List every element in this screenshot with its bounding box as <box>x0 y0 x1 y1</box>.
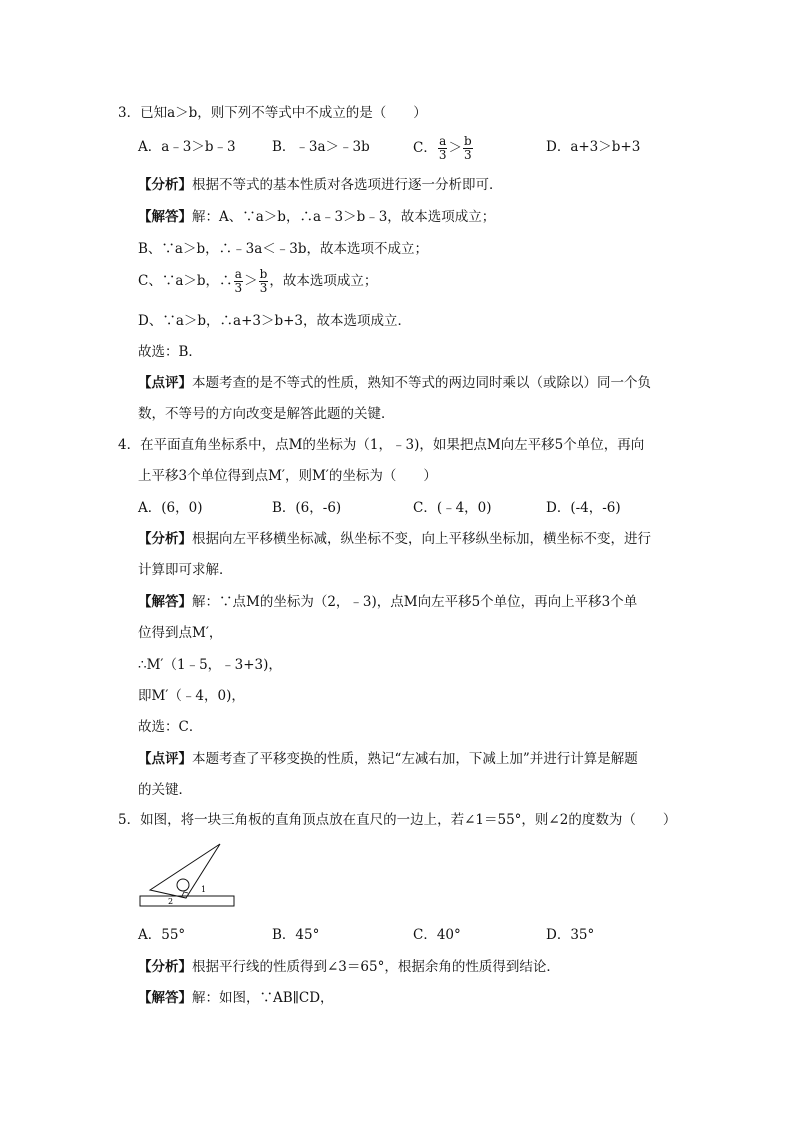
fraction-denominator: 3 <box>464 148 472 162</box>
fraction-denominator: 3 <box>438 148 447 162</box>
fraction-denominator: 3 <box>234 281 243 295</box>
analysis-text: 根据向左平移横坐标减，纵坐标不变，向上平移纵坐标加，横坐标不变，进行 <box>192 531 651 547</box>
q5-option-b: B．45° <box>272 927 320 943</box>
q5-answer-line-1 <box>138 989 334 1007</box>
fraction-numerator: b <box>463 134 472 148</box>
q3-answer-line-4: D、∵a＞b，∴a+3＞b+3，故本选项成立． <box>138 313 412 329</box>
q3-comment-line-2: 数，不等号的方向改变是解答此题的关键． <box>138 406 395 422</box>
answer-fraction-a <box>234 268 244 295</box>
analysis-tag: 【分析】 <box>138 177 192 193</box>
q4-analysis-line-1 <box>138 530 651 548</box>
q4-stem-line-2: 上平移3个单位得到点M′，则M′的坐标为（ ） <box>138 468 437 484</box>
answer-text: 解：如图，∵AB∥CD， <box>192 990 334 1006</box>
q4-answer-line-4: 即M′（﹣4，0)， <box>138 688 245 704</box>
q4-option-a: A．(6，0) <box>138 500 203 516</box>
q5-stem: 5．如图，将一块三角板的直角顶点放在直尺的一边上，若∠1＝55°，则∠2的度数为（ ） <box>118 812 677 828</box>
q3-answer-line-3 <box>138 262 377 300</box>
q3-option-c-fraction-b <box>463 135 473 162</box>
q3-option-d: D．a+3＞b+3 <box>546 139 641 155</box>
analysis-text: 根据不等式的基本性质对各选项进行逐一分析即可． <box>192 177 503 193</box>
q3-option-c-fraction-a <box>438 135 448 162</box>
answer-line-3-suffix: ，故本选项成立； <box>269 273 378 289</box>
triangle-hole <box>177 879 189 891</box>
q3-answer-line-2: B、∵a＞b，∴﹣3a＜﹣3b，故本选项不成立； <box>138 241 428 257</box>
q4-option-d: D．(-4，-6) <box>546 500 621 516</box>
triangle-shape <box>150 844 220 898</box>
triangle-ruler-figure <box>138 840 238 910</box>
q4-answer-line-2: 位得到点M′， <box>138 625 223 641</box>
q3-option-c-gt: ＞ <box>448 140 462 156</box>
q3-option-a: A．a﹣3＞b﹣3 <box>138 139 236 155</box>
answer-text: 解：∵点M的坐标为（2，﹣3)，点M向左平移5个单位，再向上平移3个单 <box>192 594 638 610</box>
fraction-numerator: b <box>259 267 268 281</box>
q3-option-b: B．﹣3a＞﹣3b <box>272 139 370 155</box>
triangle-ruler-diagram <box>138 840 238 910</box>
angle-2-label: 2 <box>168 897 174 906</box>
comment-text: 本题考查的是不等式的性质，熟知不等式的两边同时乘以（或除以）同一个负 <box>192 375 651 391</box>
q3-option-c-prefix: C． <box>413 140 437 156</box>
q5-analysis <box>138 958 560 976</box>
q4-stem-line-1: 4．在平面直角坐标系中，点M的坐标为（1，﹣3)，如果把点M向左平移5个单位，再向 <box>118 437 645 453</box>
q4-answer-line-1 <box>138 593 637 611</box>
q5-option-c: C．40° <box>413 927 461 943</box>
q4-comment-line-2: 的关键． <box>138 782 192 798</box>
q3-comment-line-1 <box>138 374 651 392</box>
q4-option-c: C．(﹣4，0) <box>413 500 492 516</box>
comment-tag: 【点评】 <box>138 375 192 391</box>
analysis-tag: 【分析】 <box>138 959 192 975</box>
q4-comment-line-1 <box>138 750 638 768</box>
answer-text: 解：A、∵a＞b，∴a﹣3＞b﹣3，故本选项成立； <box>192 209 496 225</box>
ruler-shape <box>140 896 234 906</box>
fraction-numerator: a <box>234 267 242 281</box>
analysis-tag: 【分析】 <box>138 531 192 547</box>
comment-tag: 【点评】 <box>138 751 192 767</box>
q3-answer-line-1 <box>138 208 495 226</box>
answer-tag: 【解答】 <box>138 209 192 225</box>
comment-text: 本题考查了平移变换的性质，熟记“左减右加，下减上加”并进行计算是解题 <box>192 751 638 767</box>
answer-tag: 【解答】 <box>138 990 192 1006</box>
q3-choice: 故选：B． <box>138 344 202 360</box>
answer-tag: 【解答】 <box>138 594 192 610</box>
angle-1-label: 1 <box>201 885 207 894</box>
fraction-denominator: 3 <box>259 281 268 295</box>
q4-option-b: B．(6，-6) <box>272 500 342 516</box>
q5-option-a: A．55° <box>138 927 186 943</box>
fraction-numerator: a <box>439 134 447 148</box>
q3-stem: 3．已知a＞b，则下列不等式中不成立的是（ ） <box>118 105 427 121</box>
q5-option-d: D．35° <box>546 927 595 943</box>
answer-fraction-b <box>259 268 269 295</box>
q3-option-c <box>413 128 474 168</box>
answer-line-3-prefix: C、∵a＞b，∴ <box>138 273 233 289</box>
q4-analysis-line-2: 计算即可求解． <box>138 562 233 578</box>
analysis-text: 根据平行线的性质得到∠3＝65°，根据余角的性质得到结论． <box>192 959 560 975</box>
answer-line-3-gt: ＞ <box>244 273 258 289</box>
q3-analysis <box>138 176 503 194</box>
q4-choice: 故选：C． <box>138 719 203 735</box>
q4-answer-line-3: ∴M′（1﹣5，﹣3+3)， <box>138 657 282 673</box>
